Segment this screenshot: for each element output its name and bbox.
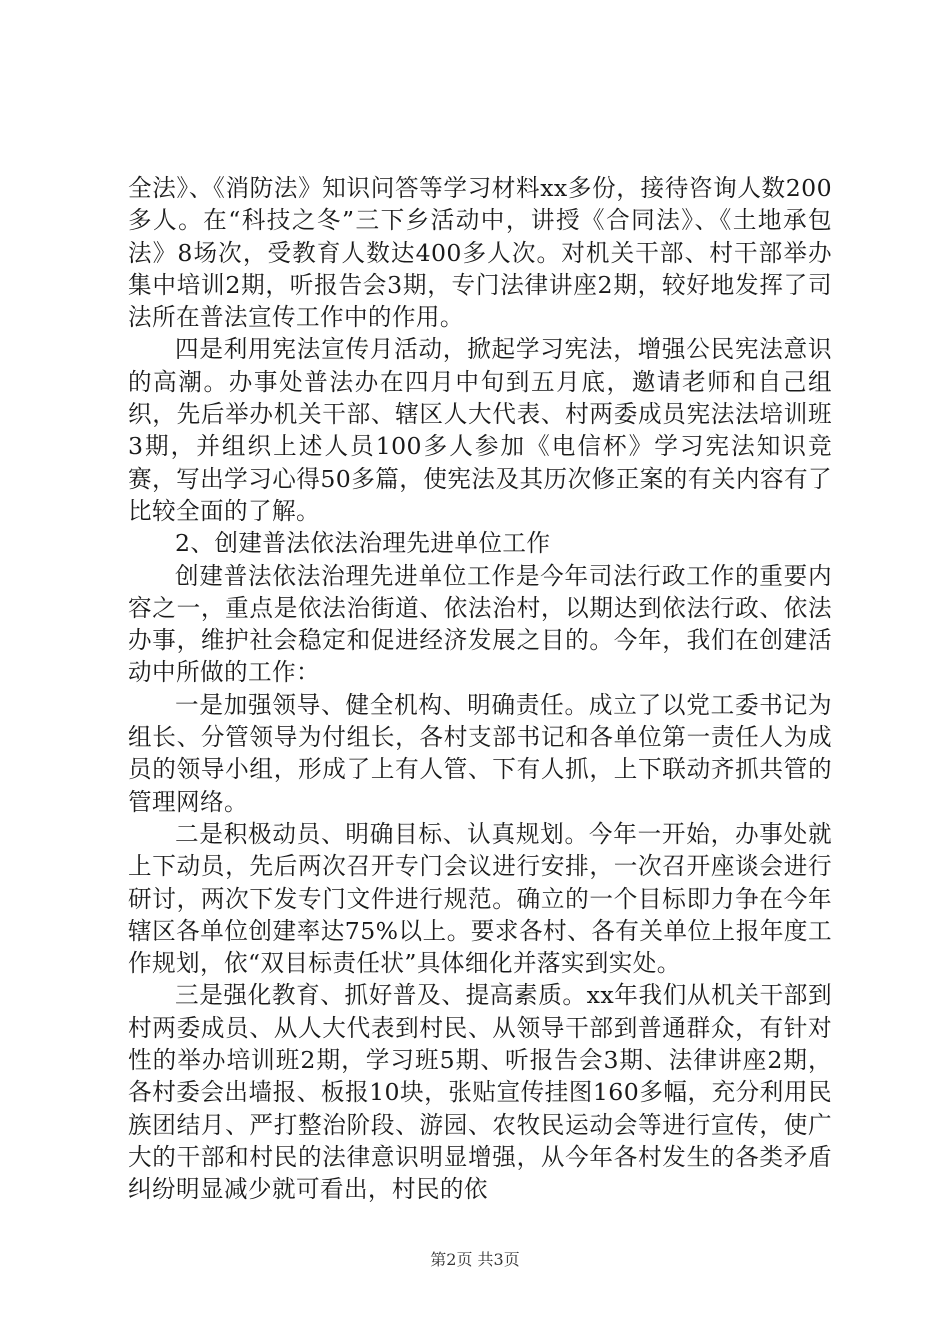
paragraph: 二是积极动员、明确目标、认真规划。今年一开始，办事处就上下动员，先后两次召开专门会议进行安排，一次召开座谈会进行研讨，两次下发专门文件进行规范。确立的一个目标即力争在今年辖区各单位创建率达75%以上。要求各村、各有关单位上报年度工作规划，依“双目标责任状”具体细化并落实到实处。 — [128, 819, 832, 978]
paragraph: 四是利用宪法宣传月活动，掀起学习宪法，增强公民宪法意识的高潮。办事处普法办在四月中旬到五月底，邀请老师和自己组织，先后举办机关干部、辖区人大代表、村两委成员宪法法培训班3期，并组织上述人员100多人参加《电信杯》学习宪法知识竞赛，写出学习心得50多篇，使宪法及其历次修正案的有关内容有了比较全面的了解。 — [128, 335, 832, 525]
section-heading: 2、创建普法依法治理先进单位工作 — [175, 529, 551, 558]
paragraph: 全法》、《消防法》知识问答等学习材料xx多份，接待咨询人数200多人。在“科技之冬”三下乡活动中，讲授《合同法》、《土地承包法》8场次，受教育人数达400多人次。对机关干部、村干部举办集中培训2期，听报告会3期，专门法律讲座2期，较好地发挥了司法所在普法宣传工作中的作用。 — [128, 174, 832, 332]
paragraph: 创建普法依法治理先进单位工作是今年司法行政工作的重要内容之一，重点是依法治街道、依法治村，以期达到依法行政、依法办事，维护社会稳定和促进经济发展之目的。今年，我们在创建活动中所做的工作： — [128, 561, 832, 687]
paragraph: 三是强化教育、抓好普及、提高素质。xx年我们从机关干部到村两委成员、从人大代表到村民、从领导干部到普通群众，有针对性的举办培训班2期，学习班5期、听报告会3期、法律讲座2期，各村委会出墙报、板报10块，张贴宣传挂图160多幅，充分利用民族团结月、严打整治阶段、游园、农牧民运动会等进行宣传，使广大的干部和村民的法律意识明显增强，从今年各村发生的各类矛盾纠纷明显减少就可看出，村民的依 — [128, 981, 832, 1204]
paragraph: 一是加强领导、健全机构、明确责任。成立了以党工委书记为组长、分管领导为付组长，各村支部书记和各单位第一责任人为成员的领导小组，形成了上有人管、下有人抓，上下联动齐抓共管的管理网络。 — [128, 690, 832, 816]
document-body — [128, 172, 832, 1206]
page-footer: 第2页 共3页 — [430, 1250, 520, 1269]
